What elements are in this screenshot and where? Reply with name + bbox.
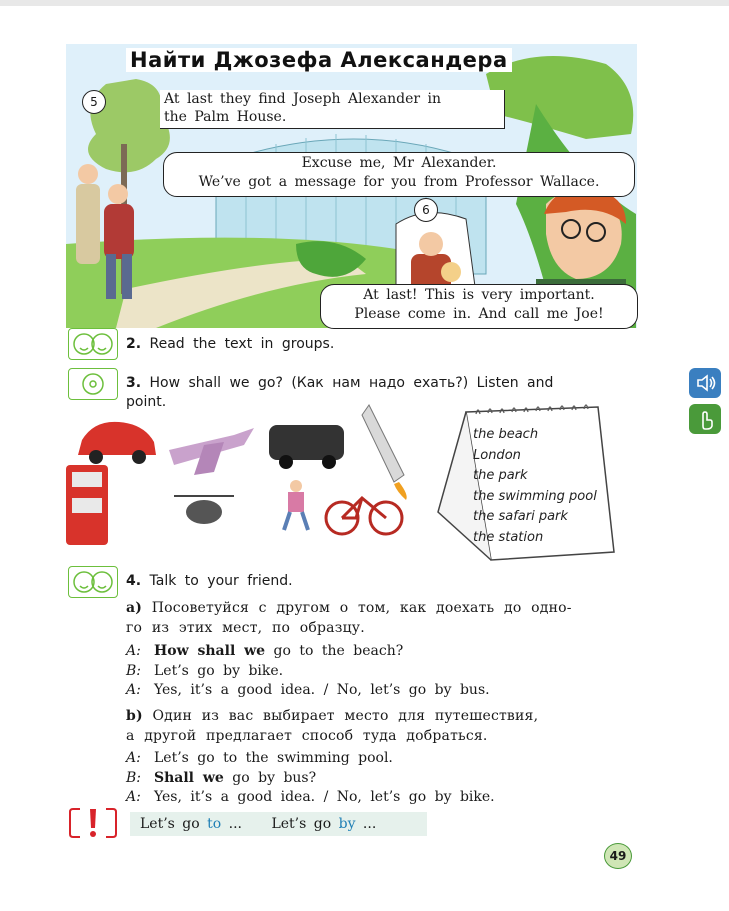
exercise-3-line-1: How shall we go? (Как нам надо ехать?) Listen and: [149, 375, 554, 391]
exercise-4-number: 4.: [126, 573, 142, 589]
dialog-line: A: Yes, it’s a good idea. / No, let’s go by bike.: [126, 789, 495, 805]
exercise-2-text: Read the text in groups.: [149, 336, 335, 352]
bus-icon: [66, 465, 108, 545]
page-top-edge: [0, 0, 729, 6]
notepad-item: the park: [473, 468, 528, 483]
dialog-a: [126, 642, 490, 701]
exercise-2: [126, 336, 334, 352]
helicopter-icon: [174, 496, 234, 524]
notepad-item: the safari park: [473, 509, 568, 524]
hint-by: by: [338, 816, 356, 832]
task-a: [126, 598, 610, 638]
speaker-icon: [689, 368, 721, 398]
audio-button[interactable]: [689, 368, 721, 398]
speech-1-line-1: Excuse me, Mr Alexander.: [301, 155, 497, 171]
task-b: [126, 706, 610, 746]
exercise-3-number: 3.: [126, 375, 142, 391]
notepad-item: the swimming pool: [473, 488, 597, 504]
panel-6-number: 6: [414, 198, 438, 222]
notepad-item: the station: [473, 529, 544, 545]
notepad-item: London: [473, 447, 521, 463]
hint-to: to: [207, 816, 222, 832]
speech-2-line-1: At last! This is very important.: [363, 287, 595, 303]
dialog-line: A: Let’s go to the swimming pool.: [126, 750, 393, 766]
exercise-2-number: 2.: [126, 336, 142, 352]
narration-line-2: the Palm House.: [164, 109, 287, 125]
task-a-line-1: Посоветуйся с другом о том, как доехать до одно-: [151, 600, 572, 616]
attention-icon: [68, 806, 118, 840]
walking-person-icon: [284, 480, 308, 530]
grammar-hint: Let’s go to ... Let’s go by ...: [130, 812, 427, 836]
notepad-item: the beach: [473, 427, 539, 442]
bicycle-icon: [326, 498, 402, 534]
task-b-line-2: а другой предлагает способ туда добраться.: [126, 728, 488, 744]
task-a-label: а): [126, 600, 143, 616]
exercise-4-text: Talk to your friend.: [149, 573, 293, 589]
audio-cd-icon: [68, 368, 118, 400]
speech-1-line-2: We’ve got a message for you from Professor Wallace.: [198, 174, 600, 190]
pair-work-icon: [68, 566, 118, 598]
plane-icon: [169, 428, 254, 475]
dialog-line: B: Let’s go by bike.: [126, 662, 284, 679]
taxi-icon: [269, 425, 344, 469]
notepad-places-list: [473, 425, 597, 548]
car-icon: [78, 422, 156, 464]
dialog-b: [126, 749, 495, 808]
exercise-4: [126, 573, 293, 589]
dialog-line: A: How shall we go to the beach?: [126, 643, 404, 659]
pointer-hand-icon: [689, 404, 721, 434]
group-work-icon: [68, 328, 118, 360]
task-b-line-1: Один из вас выбирает место для путешествия,: [152, 708, 539, 724]
panel-5-number: 5: [82, 90, 106, 114]
task-a-line-2: го из этих мест, по образцу.: [126, 620, 365, 636]
speech-bubble-2: [320, 284, 638, 329]
narration-box: [160, 90, 505, 129]
transport-pictures: [64, 400, 424, 560]
narration-line-1: At last they find Joseph Alexander in: [164, 91, 442, 107]
speech-bubble-1: [163, 152, 635, 197]
task-b-label: b): [126, 708, 143, 724]
speech-2-line-2: Please come in. And call me Joe!: [354, 306, 604, 322]
exercise-3-line-2: point.: [126, 394, 167, 410]
touch-button[interactable]: [689, 404, 721, 434]
dialog-line: B: Shall we go by bus?: [126, 769, 317, 786]
page-title: Найти Джозефа Александера: [126, 48, 512, 72]
page-number: 49: [604, 843, 632, 869]
rocket-icon: [362, 405, 407, 500]
dialog-line: A: Yes, it’s a good idea. / No, let’s go by bus.: [126, 682, 490, 698]
